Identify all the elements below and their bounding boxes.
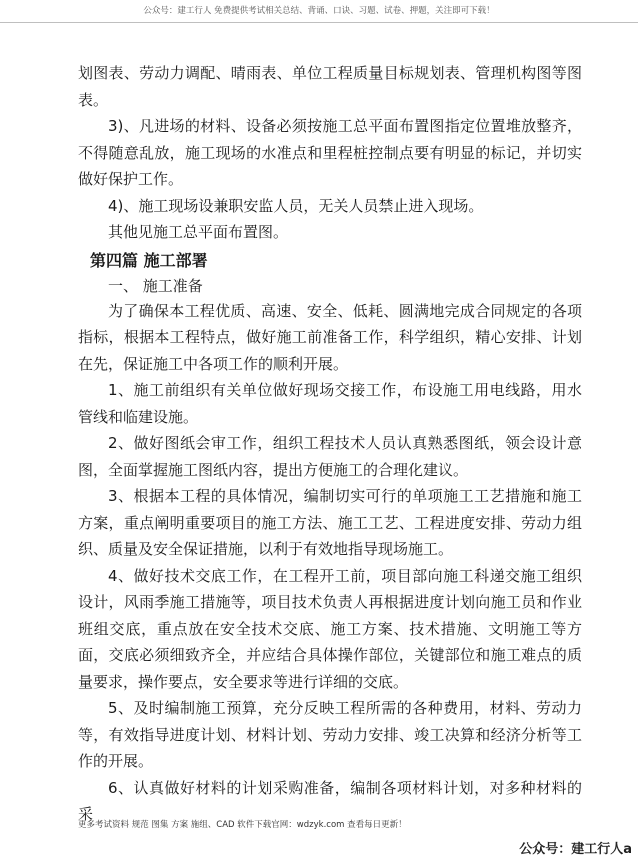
paragraph-item-5: 5、及时编制施工预算，充分反映工程所需的各种费用，材料、劳动力等，有效指导进度计划、材料计划、劳动力安排、竣工决算和经济分析等工作的开展。 bbox=[78, 699, 582, 770]
paragraph-site-plan-reference: 其他见施工总平面布置图。 bbox=[108, 223, 289, 241]
paragraph-material-storage: 3)、凡进场的材料、设备必须按施工总平面布置图指定位置堆放整齐，不得随意乱放，施工现场的水准点和里程桩控制点要有明显的标记，并切实做好保护工作。 bbox=[78, 117, 582, 188]
section-heading: 第四篇 施工部署 bbox=[90, 250, 208, 270]
footer-note: 更多考试资料 规范 图集 方案 施组、CAD 软件下载官网：wdzyk.com 查看每日更新！ bbox=[78, 820, 407, 830]
paragraph-item-4: 4、做好技术交底工作，在工程开工前，项目部向施工科递交施工组织设计，风雨季施工措施等，项目技术负责人再根据进度计划向施工员和作业班组交底，重点放在安全技术交底、施工方案、技术措施、文明施工等方面，交底必须细致齐全，并应结合具体操作部位，关键部位和施工难点的质量要求，操作要点，安全要求等进行详细的交底。 bbox=[78, 566, 582, 691]
paragraph-item-6: 6、认真做好材料的计划采购准备，编制各项材料计划，对多种材料的采 bbox=[78, 778, 582, 823]
paragraph-safety-staff: 4)、施工现场设兼职安监人员，无关人员禁止进入现场。 bbox=[108, 196, 484, 215]
document-body bbox=[78, 60, 582, 828]
paragraph-item-1: 1、施工前组织有关单位做好现场交接工作，布设施工用电线路，用水管线和临建设施。 bbox=[78, 381, 582, 426]
paragraph-item-3: 3、根据本工程的具体情况，编制切实可行的单项施工工艺措施和施工方案，重点阐明重要项目的施工方法、施工工艺、工程进度安排、劳动力组织、质量及安全保证措施，以利于有效地指导现场施工。 bbox=[78, 487, 582, 558]
paragraph-item-2: 2、做好图纸会审工作，组织工程技术人员认真熟悉图纸，领会设计意图，全面掌握施工图纸内容，提出方便施工的合理化建议。 bbox=[78, 434, 582, 479]
page-header-banner: 公众号：建工行人 免费提供考试相关总结、背诵、口诀、习题、试卷、押题，关注即可下载！ bbox=[0, 0, 638, 23]
paragraph-chart-list: 划图表、劳动力调配、晴雨表、单位工程质量目标规划表、管理机构图等图表。 bbox=[78, 64, 582, 109]
subsection-heading: 一、 施工准备 bbox=[108, 276, 203, 295]
footer-watermark: 公众号：建工行人a bbox=[519, 842, 632, 857]
paragraph-intro: 为了确保本工程优质、高速、安全、低耗、圆满地完成合同规定的各项指标，根据本工程特点，做好施工前准备工作，科学组织，精心安排、计划在先，保证施工中各项工作的顺利开展。 bbox=[78, 301, 582, 373]
